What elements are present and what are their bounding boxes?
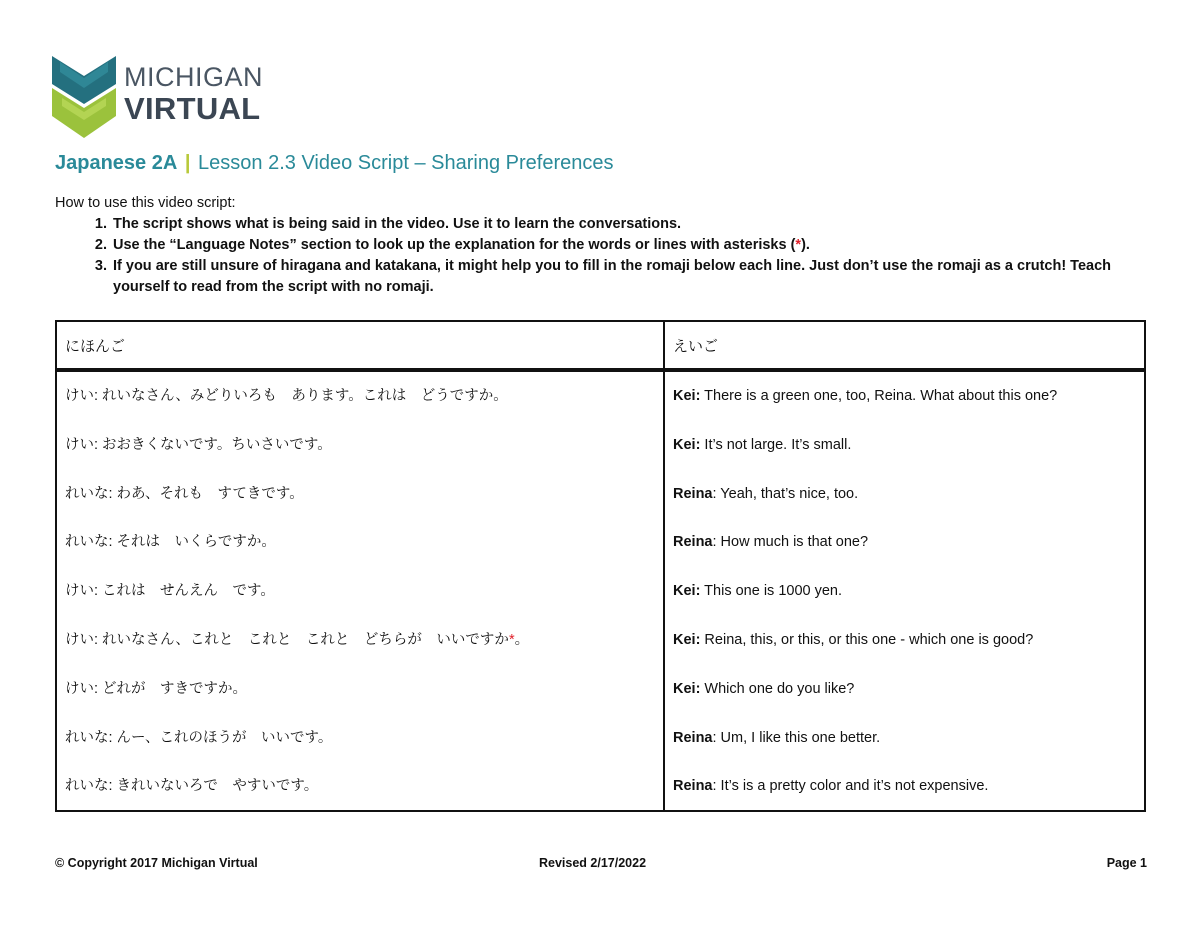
japanese-column <box>56 370 664 811</box>
instruction-text: The script shows what is being said in the video. Use it to learn the conversations. <box>113 216 682 232</box>
speaker-name-en: Reina <box>673 729 713 746</box>
speaker-name-en: Reina <box>673 778 713 795</box>
english-line <box>673 532 1136 581</box>
japanese-line <box>65 435 655 484</box>
line-text-jp: これは せんえん です。 <box>98 583 275 600</box>
speaker-name-en: Kei: <box>673 631 701 648</box>
logo-mark-icon <box>52 54 116 140</box>
line-text-en: : How much is that one? <box>712 534 869 551</box>
line-end-jp: 。 <box>514 631 530 648</box>
instruction-item <box>111 256 1155 298</box>
line-text-jp: んー、これのほうが いいです。 <box>112 729 333 746</box>
header-english: えいご <box>664 321 1145 370</box>
logo-line-michigan: MICHIGAN <box>124 62 263 92</box>
script-table <box>55 320 1146 812</box>
english-line <box>673 484 1136 533</box>
speaker-name-en: Kei: <box>673 388 701 404</box>
logo-line-virtual: VIRTUAL <box>124 91 261 126</box>
table-body-row <box>56 370 1145 811</box>
english-line <box>673 679 1136 728</box>
line-text-en: This one is 1000 yen. <box>700 583 843 600</box>
instruction-item <box>111 235 1155 256</box>
english-line <box>673 630 1136 679</box>
line-text-jp: わあ、それも すてきです。 <box>112 485 304 502</box>
japanese-line <box>65 728 655 777</box>
japanese-line <box>65 532 655 581</box>
english-line <box>673 728 1136 777</box>
line-text-en: : Um, I like this one better. <box>712 729 881 746</box>
footer-copyright: © Copyright 2017 Michigan Virtual <box>55 856 258 870</box>
speaker-name-jp: けい: <box>65 631 99 648</box>
line-text-en: There is a green one, too, Reina. What about this one? <box>700 388 1058 404</box>
instruction-item <box>111 214 1155 235</box>
line-text-en: Reina, this, or this, or this one - which one is good? <box>700 631 1034 648</box>
instruction-text: ). <box>801 237 810 253</box>
speaker-name-en: Reina <box>673 534 713 551</box>
table-header-row <box>56 321 1145 370</box>
footer-revised: Revised 2/17/2022 <box>539 856 647 870</box>
english-line <box>673 776 1136 800</box>
speaker-name-en: Kei: <box>673 436 701 453</box>
speaker-name-en: Kei: <box>673 680 701 697</box>
line-text-jp: れいなさん、みどりいろも あります。これは どうですか。 <box>98 388 508 404</box>
speaker-name-jp: れいな: <box>65 778 113 795</box>
line-text-en: : Yeah, that’s nice, too. <box>712 485 859 502</box>
instructions-intro: How to use this video script: <box>55 195 236 211</box>
speaker-name-jp: けい: <box>65 436 99 453</box>
instruction-text: If you are still unsure of hiragana and katakana, it might help you to fill in the romaji below each line. Just don’t use the romaji as a crutch! Teach yourself to read from the script with no romaji. <box>113 258 1112 295</box>
english-column <box>664 370 1145 811</box>
speaker-name-en: Reina <box>673 485 713 502</box>
japanese-line <box>65 386 655 435</box>
line-text-jp: おおきくないです。ちいさいです。 <box>98 436 332 453</box>
english-line <box>673 581 1136 630</box>
japanese-line <box>65 630 655 679</box>
japanese-line <box>65 679 655 728</box>
japanese-line <box>65 484 655 533</box>
line-text-jp: れいなさん、これと これと これと どちらが いいですか <box>98 631 509 648</box>
document-title <box>55 152 613 175</box>
speaker-name-jp: けい: <box>65 583 99 600</box>
instruction-text: Use the “Language Notes” section to look up the explanation for the words or lines with asterisks ( <box>113 237 796 253</box>
asterisk-mark: * <box>795 237 802 253</box>
asterisk-mark: * <box>508 631 515 648</box>
logo-wordmark <box>124 64 263 124</box>
speaker-name-jp: れいな: <box>65 729 113 746</box>
line-text-jp: どれが すきですか。 <box>98 680 248 697</box>
japanese-line <box>65 776 655 800</box>
line-text-en: It’s not large. It’s small. <box>700 436 852 453</box>
line-text-jp: きれいないろで やすいです。 <box>112 778 319 795</box>
speaker-name-en: Kei: <box>673 583 701 600</box>
speaker-name-jp: けい: <box>65 388 99 404</box>
speaker-name-jp: れいな: <box>65 534 113 551</box>
title-separator: | <box>184 152 191 174</box>
header-japanese: にほんご <box>56 321 664 370</box>
japanese-line <box>65 581 655 630</box>
course-name: Japanese 2A <box>55 152 178 174</box>
english-line <box>673 435 1136 484</box>
english-line <box>673 386 1136 435</box>
michigan-virtual-logo <box>52 54 292 142</box>
instructions <box>55 193 1155 298</box>
instructions-list <box>55 214 1155 298</box>
speaker-name-jp: けい: <box>65 680 99 697</box>
line-text-jp: それは いくらですか。 <box>112 534 276 551</box>
line-text-en: Which one do you like? <box>700 680 855 697</box>
line-text-en: : It’s is a pretty color and it’s not expensive. <box>712 778 989 795</box>
lesson-title: Lesson 2.3 Video Script – Sharing Preferences <box>198 152 614 174</box>
speaker-name-jp: れいな: <box>65 485 113 502</box>
footer-page-number: Page 1 <box>1106 856 1147 870</box>
